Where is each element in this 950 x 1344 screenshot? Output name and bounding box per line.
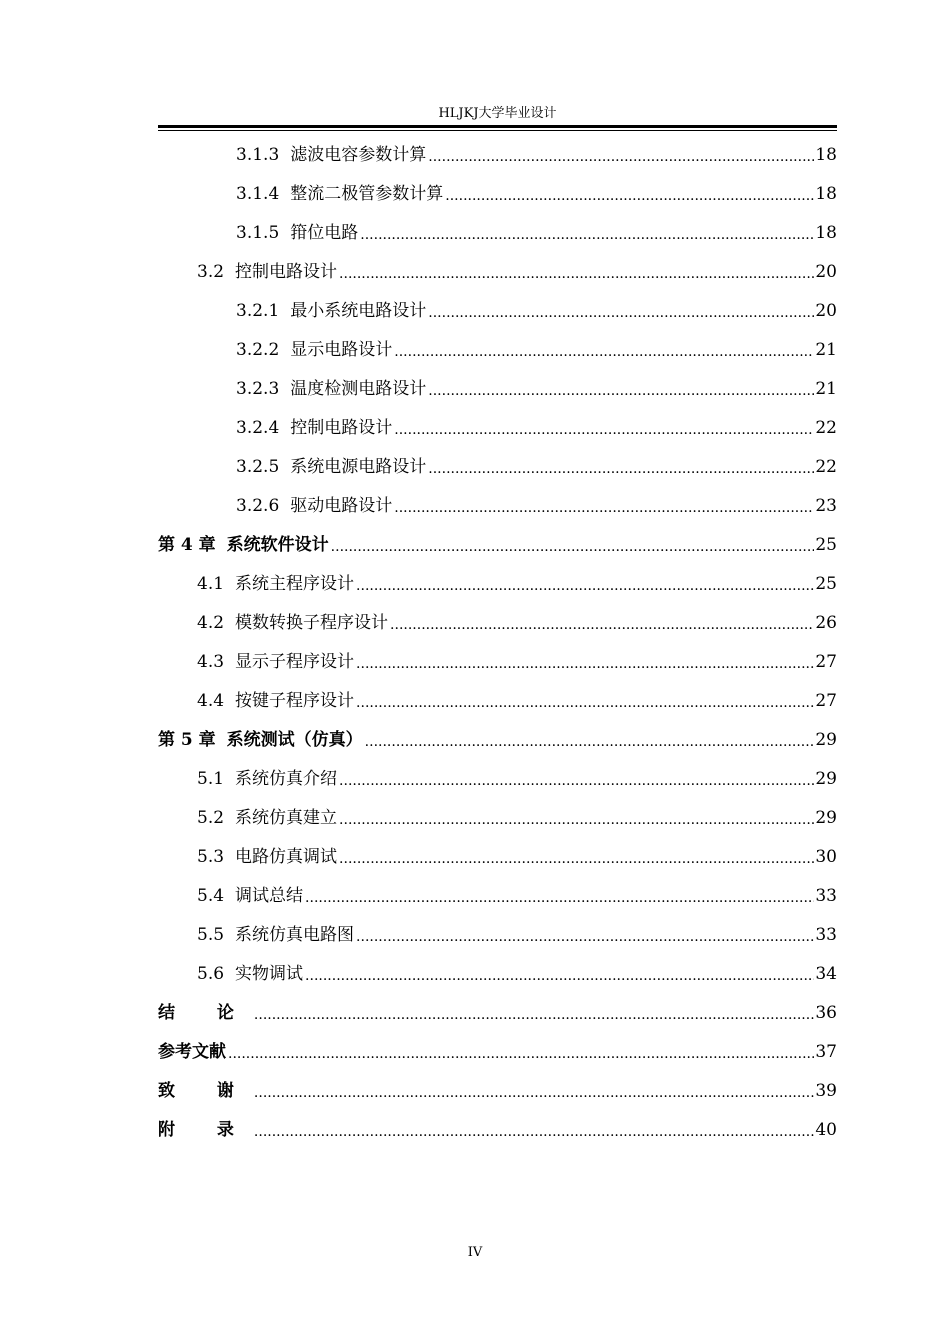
toc-number: 5.5 xyxy=(197,925,225,945)
toc-number: 5.1 xyxy=(197,769,225,789)
dot-leader xyxy=(339,840,814,879)
toc-number: 3.2.3 xyxy=(236,379,280,399)
dot-leader xyxy=(254,1113,814,1152)
toc-number: 3.2.5 xyxy=(236,457,280,477)
toc-section-appendix[interactable] xyxy=(158,1111,837,1150)
toc-chapter-number: 第 5 章 xyxy=(158,730,216,750)
toc-number: 3.2.6 xyxy=(236,496,280,516)
toc-number: 4.4 xyxy=(197,691,225,711)
toc-entry[interactable] xyxy=(197,955,837,994)
toc-number: 4.3 xyxy=(197,652,225,672)
toc-number: 3.1.5 xyxy=(236,223,280,243)
header-rule-thick xyxy=(158,125,837,128)
toc-title: 附 录 xyxy=(158,1120,252,1140)
toc-page: 27 xyxy=(815,691,837,711)
dot-leader xyxy=(339,762,814,801)
dot-leader xyxy=(228,1035,814,1074)
toc-page: 22 xyxy=(815,418,837,438)
toc-entry[interactable] xyxy=(197,799,837,838)
dot-leader xyxy=(365,723,815,762)
toc-page: 29 xyxy=(815,808,837,828)
dot-leader xyxy=(428,372,814,411)
toc-number: 5.2 xyxy=(197,808,225,828)
toc-page: 40 xyxy=(815,1120,837,1140)
toc-number: 4.1 xyxy=(197,574,225,594)
dot-leader xyxy=(331,528,815,567)
dot-leader xyxy=(305,879,814,918)
toc-title: 模数转换子程序设计 xyxy=(235,613,389,633)
toc-section-conclusion[interactable] xyxy=(158,994,837,1033)
toc-title: 驱动电路设计 xyxy=(290,496,393,516)
dot-leader xyxy=(254,996,814,1035)
toc-number: 3.1.4 xyxy=(236,184,280,204)
toc-entry[interactable] xyxy=(197,604,837,643)
page-number: IV xyxy=(467,1245,483,1260)
toc-entry[interactable] xyxy=(236,292,837,331)
dot-leader xyxy=(390,606,814,645)
toc-page: 23 xyxy=(815,496,837,516)
dot-leader xyxy=(305,957,814,996)
dot-leader xyxy=(428,450,814,489)
toc-entry[interactable] xyxy=(197,565,837,604)
toc-title: 控制电路设计 xyxy=(235,262,338,282)
toc-entry[interactable] xyxy=(197,916,837,955)
dot-leader xyxy=(394,489,814,528)
dot-leader xyxy=(394,411,814,450)
toc-number: 3.2 xyxy=(197,262,225,282)
toc-entry[interactable] xyxy=(197,877,837,916)
toc-number: 5.3 xyxy=(197,847,225,867)
toc-title: 系统主程序设计 xyxy=(235,574,355,594)
toc-chapter-entry[interactable] xyxy=(158,526,837,565)
toc-section-acknowledgements[interactable] xyxy=(158,1072,837,1111)
toc-page: 18 xyxy=(815,145,837,165)
toc-title: 滤波电容参数计算 xyxy=(290,145,427,165)
toc-page: 34 xyxy=(815,964,837,984)
toc-page: 18 xyxy=(815,223,837,243)
toc-number: 5.4 xyxy=(197,886,225,906)
toc-chapter-number: 第 4 章 xyxy=(158,535,216,555)
toc-entry[interactable] xyxy=(236,448,837,487)
toc-page: 39 xyxy=(815,1081,837,1101)
toc-number: 3.1.3 xyxy=(236,145,280,165)
toc-entry[interactable] xyxy=(236,175,837,214)
toc-entry[interactable] xyxy=(197,760,837,799)
toc-page: 36 xyxy=(815,1003,837,1023)
page-header: HLJKJ大学毕业设计 xyxy=(438,106,557,121)
toc-title: 控制电路设计 xyxy=(290,418,393,438)
toc-number: 4.2 xyxy=(197,613,225,633)
dot-leader xyxy=(360,216,814,255)
toc-page: 18 xyxy=(815,184,837,204)
dot-leader xyxy=(356,918,814,957)
toc-title: 显示电路设计 xyxy=(290,340,393,360)
toc-page: 30 xyxy=(815,847,837,867)
toc-page: 26 xyxy=(815,613,837,633)
toc-title: 显示子程序设计 xyxy=(235,652,355,672)
toc-title: 整流二极管参数计算 xyxy=(290,184,444,204)
toc-page: 25 xyxy=(815,535,837,555)
toc-page: 22 xyxy=(815,457,837,477)
toc-page: 25 xyxy=(815,574,837,594)
toc-title: 按键子程序设计 xyxy=(235,691,355,711)
toc-page: 29 xyxy=(815,769,837,789)
toc-title: 电路仿真调试 xyxy=(235,847,338,867)
toc-title: 最小系统电路设计 xyxy=(290,301,427,321)
dot-leader xyxy=(339,801,814,840)
toc-title: 系统仿真介绍 xyxy=(235,769,338,789)
toc-number: 3.2.1 xyxy=(236,301,280,321)
toc-page: 29 xyxy=(815,730,837,750)
toc-entry[interactable] xyxy=(197,253,837,292)
toc-page: 21 xyxy=(815,379,837,399)
toc-title: 实物调试 xyxy=(235,964,304,984)
toc-page: 33 xyxy=(815,925,837,945)
toc-title: 系统仿真电路图 xyxy=(235,925,355,945)
toc-page: 27 xyxy=(815,652,837,672)
toc-title: 箝位电路 xyxy=(290,223,359,243)
toc-entry[interactable] xyxy=(197,682,837,721)
toc-number: 3.2.2 xyxy=(236,340,280,360)
toc-page: 20 xyxy=(815,301,837,321)
toc-title: 致 谢 xyxy=(158,1081,252,1101)
toc-entry[interactable] xyxy=(236,487,837,526)
toc-page: 21 xyxy=(815,340,837,360)
toc-title: 结 论 xyxy=(158,1003,252,1023)
toc-title: 调试总结 xyxy=(235,886,304,906)
toc-entry[interactable] xyxy=(236,214,837,253)
dot-leader xyxy=(394,333,814,372)
toc-title: 温度检测电路设计 xyxy=(290,379,427,399)
header-rule-thin xyxy=(158,130,837,131)
toc-entry[interactable] xyxy=(197,643,837,682)
toc-entry[interactable] xyxy=(236,409,837,448)
dot-leader xyxy=(445,177,814,216)
toc-entry[interactable] xyxy=(197,838,837,877)
toc-title: 系统软件设计 xyxy=(226,535,329,555)
toc-number: 5.6 xyxy=(197,964,225,984)
toc-entry[interactable] xyxy=(236,331,837,370)
toc-title: 参考文献 xyxy=(158,1042,226,1062)
toc-page: 20 xyxy=(815,262,837,282)
toc-chapter-entry[interactable] xyxy=(158,721,837,760)
dot-leader xyxy=(254,1074,814,1113)
dot-leader xyxy=(428,138,814,177)
toc-page: 37 xyxy=(815,1042,837,1062)
toc-section-references[interactable] xyxy=(158,1033,837,1072)
toc-page: 33 xyxy=(815,886,837,906)
toc-title: 系统电源电路设计 xyxy=(290,457,427,477)
toc-entry[interactable] xyxy=(236,370,837,409)
dot-leader xyxy=(356,567,814,606)
dot-leader xyxy=(428,294,814,333)
dot-leader xyxy=(356,645,814,684)
toc-number: 3.2.4 xyxy=(236,418,280,438)
toc-entry[interactable] xyxy=(236,136,837,175)
dot-leader xyxy=(339,255,814,294)
dot-leader xyxy=(356,684,814,723)
toc-title: 系统测试（仿真） xyxy=(226,730,363,750)
toc-title: 系统仿真建立 xyxy=(235,808,338,828)
